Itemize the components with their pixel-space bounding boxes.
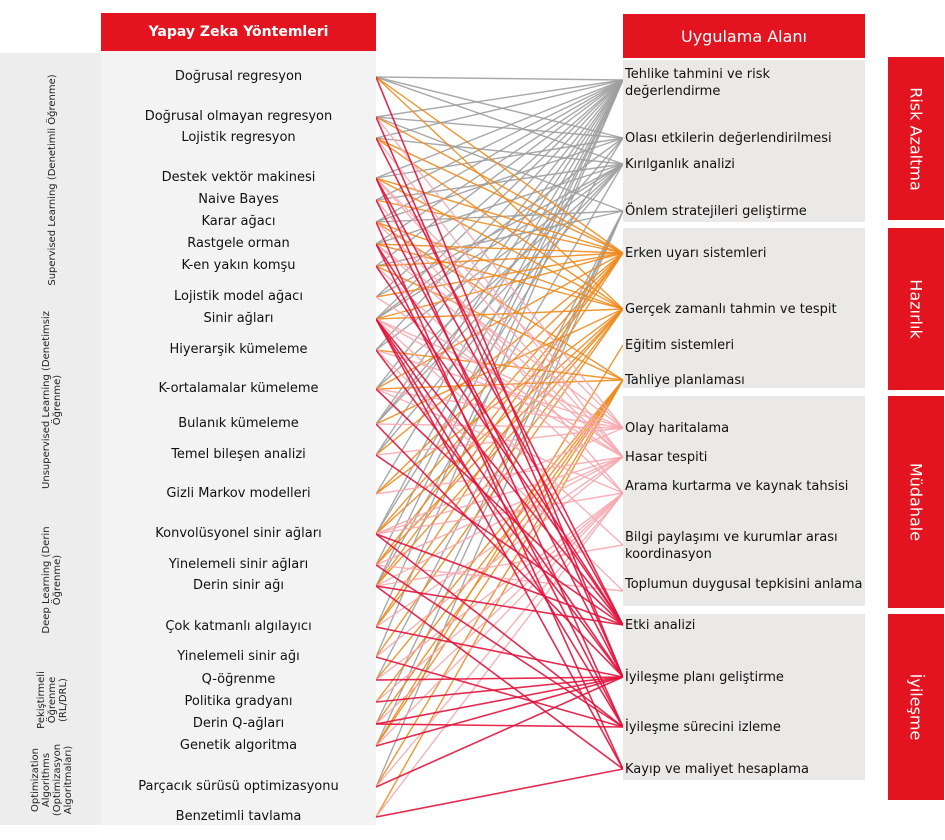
links-layer <box>376 77 623 817</box>
method-label: Lojistik regresyon <box>181 130 296 145</box>
connection-line <box>376 350 623 677</box>
method-group-label: Pekiştirmeli Öğrenme (RL/DRL) <box>35 671 69 729</box>
method-label: Konvolüsyonel sinir ağları <box>155 526 322 541</box>
method-label: Benzetimli tavlama <box>175 809 302 824</box>
connection-line <box>376 677 623 746</box>
connection-line <box>376 309 623 424</box>
method-label: Sinir ağları <box>203 311 274 326</box>
connection-line <box>376 769 623 817</box>
application-label: Etki analizi <box>625 618 696 633</box>
connection-line <box>376 117 623 677</box>
method-label: Karar ağacı <box>201 214 276 229</box>
application-label: Kayıp ve maliyet hesaplama <box>625 762 809 777</box>
method-label: Genetik algoritma <box>179 738 298 753</box>
method-label: Temel bileşen analizi <box>171 447 306 462</box>
method-label: K-ortalamalar kümeleme <box>158 381 319 396</box>
method-group-label: Deep Learning (Derin Öğrenme) <box>41 526 63 634</box>
method-label: Destek vektör makinesi <box>161 170 316 185</box>
phase-label: İyileşme <box>906 673 926 741</box>
method-label: Doğrusal olmayan regresyon <box>144 109 333 124</box>
application-label: Gerçek zamanlı tahmin ve tespit <box>625 302 837 317</box>
method-label: Q-öğrenme <box>201 672 276 687</box>
application-label: Tahliye planlaması <box>625 373 745 388</box>
application-label: Arama kurtarma ve kaynak tahsisi <box>625 479 849 494</box>
method-label: Doğrusal regresyon <box>174 69 303 84</box>
method-label: Naive Bayes <box>198 192 279 207</box>
method-group-label: Optimization Algorithms (Optimizasyon Algoritmaları) <box>30 743 74 817</box>
applications-header: Uygulama Alanı <box>623 14 865 58</box>
method-group-label: Unsupervised Learning (Denetimsiz Öğrenme) <box>41 311 63 489</box>
method-label: Derin Q-ağları <box>192 716 285 731</box>
method-label: Çok katmanlı algılayıcı <box>165 619 312 634</box>
phase-bar <box>888 57 944 220</box>
application-label: Eğitim sistemleri <box>625 338 735 353</box>
application-block <box>623 614 865 780</box>
method-label: Yinelemeli sinir ağı <box>177 649 300 664</box>
method-label: K-en yakın komşu <box>181 258 296 273</box>
connection-line <box>376 138 623 178</box>
application-label: Hasar tespiti <box>625 450 708 465</box>
application-label: İyileşme planı geliştirme <box>625 670 784 685</box>
application-label: Tehlike tahmini ve risk değerlendirme <box>625 67 771 99</box>
methods-header: Yapay Zeka Yöntemleri <box>101 13 376 51</box>
method-label: Yinelemeli sinir ağları <box>168 557 309 572</box>
method-label: Politika gradyanı <box>184 694 293 709</box>
application-label: İyileşme sürecini izleme <box>625 720 781 735</box>
application-label: Erken uyarı sistemleri <box>625 246 767 261</box>
application-label: Bilgi paylaşımı ve kurumlar arası koordinasyon <box>625 530 838 562</box>
method-label: Derin sinir ağı <box>193 578 284 593</box>
method-label: Hiyerarşik kümeleme <box>169 342 308 357</box>
connection-line <box>376 677 623 787</box>
connection-line <box>376 178 623 727</box>
phase-label: Hazırlık <box>906 279 926 339</box>
phase-label: Risk Azaltma <box>906 86 926 191</box>
application-label: Olası etkilerin değerlendirilmesi <box>625 131 832 146</box>
phase-bar <box>888 228 944 390</box>
application-label: Olay haritalama <box>625 421 730 436</box>
method-label: Gizli Markov modelleri <box>166 486 311 501</box>
phase-bar <box>888 396 944 608</box>
application-label: Kırılganlık analizi <box>625 157 735 172</box>
connection-line <box>376 77 623 80</box>
application-label: Önlem stratejileri geliştirme <box>625 204 807 219</box>
method-label: Rastgele orman <box>187 236 290 251</box>
application-label: Toplumun duygusal tepkisini anlama <box>625 577 863 592</box>
method-label: Lojistik model ağacı <box>174 289 303 304</box>
method-label: Parçacık sürüsü optimizasyonu <box>138 779 339 794</box>
phase-label: Müdahale <box>906 462 926 542</box>
phase-bar <box>888 614 944 800</box>
method-label: Bulanık kümeleme <box>178 416 299 431</box>
method-group-label: Supervised Learning (Denetimli Öğrenme) <box>46 74 58 286</box>
